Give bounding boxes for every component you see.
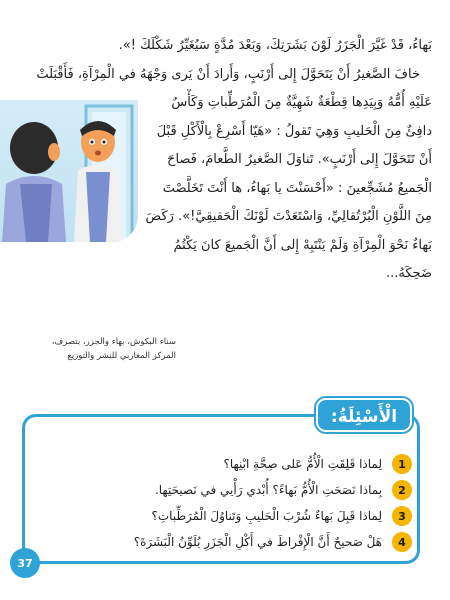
question-text: لِماذا قَلِقَتِ الْأُمُّ عَلى صِحَّةِ ابْنِها؟ [223,457,382,471]
mirror-scene-image [0,100,138,242]
question-number-badge: 1 [392,454,412,474]
questions-title: الْأَسْئِلَةُ: [316,398,412,432]
citation-line: سناء البكوش، بهاء والجزر، بتصرف، [51,337,176,347]
page-number-badge: 37 [10,548,40,578]
story-line: أَنْ تَتَحَوَّلَ إِلى أَرْنَبٍ». تَناوَلَ الصَّغيرُ الطَّعامَ، فَصاحَ [167,152,432,167]
question-number-badge: 2 [392,480,412,500]
story-line: الْجَميعُ مُشَجِّعينَ : «أَحْسَنْتَ يا بَهاءُ، ها أَنْتَ تَخَلَّصْتَ [162,180,432,196]
boy-mirror-illustration [0,100,138,242]
question-text: لِماذا قَبِلَ بَهاءٌ شُرْبَ الْحَليبِ وَتَناوُلَ الْمُرَطِّباتِ؟ [151,509,382,523]
citation-line: المركز المغاربي للنشر والتوزيع [67,350,176,361]
question-item [42,505,412,527]
story-line: خافَ الصَّغيرُ أَنْ يَتَحَوَّلَ إِلى أَرْنَبٍ، وَأَرادَ أَنْ يَرى وَجْهَهُ في الْمِرْآةِ، فَأَقْبَلَتْ [36,66,420,82]
question-text: بِماذا نَصَحَتِ الْأُمُّ بَهاءً؟ أُبْدي رَأْيي في نَصيحَتِها. [154,483,382,497]
source-citation [26,336,176,363]
question-item [42,531,412,553]
story-line: عَلَيْهِ أُمُّهُ وَبِيَدِها قِطْعَةٌ شَهِيَّةٌ مِنَ الْمُرَطِّباتِ وَكَأْسٌ [171,95,432,110]
story-line: مِنَ اللَّوْنِ الْبُرْتُقالِيِّ، وَاسْتَعَدْتَ لَوْنَكَ الْحَقيقِيَّ!». رَكَضَ [145,209,432,224]
question-text: هَلْ صَحيحٌ أَنَّ الْإِفْراطَ في أَكْلِ الْجَزَرِ يُلَوِّنُ الْبَشَرَةَ؟ [133,535,382,549]
story-line: بَهاءُ، قَدْ غَيَّرَ الْجَزَرُ لَوْنَ بَشَرَتِكَ، وَبَعْدَ مُدَّةٍ سَيُغَيِّرُ شَكْلَكَ !». [118,38,432,53]
question-item [42,453,412,475]
story-line: بَهاءٌ نَحْوَ الْمِرْآةِ وَلَمْ يَنْتَبِهْ إِلى أَنَّ الْجَميعَ كانَ يَكْتُمُ [173,237,432,253]
story-line: ضَحِكَهُ... [386,266,432,281]
question-item [42,479,412,501]
question-number-badge: 4 [392,532,412,552]
question-number-badge: 3 [392,506,412,526]
story-line: دافِئٌ مِنَ الْحَليبِ وَهِيَ تَقولُ : «هَيّا أَسْرِعْ بِالْأَكْلِ قَبْلَ [156,123,432,139]
